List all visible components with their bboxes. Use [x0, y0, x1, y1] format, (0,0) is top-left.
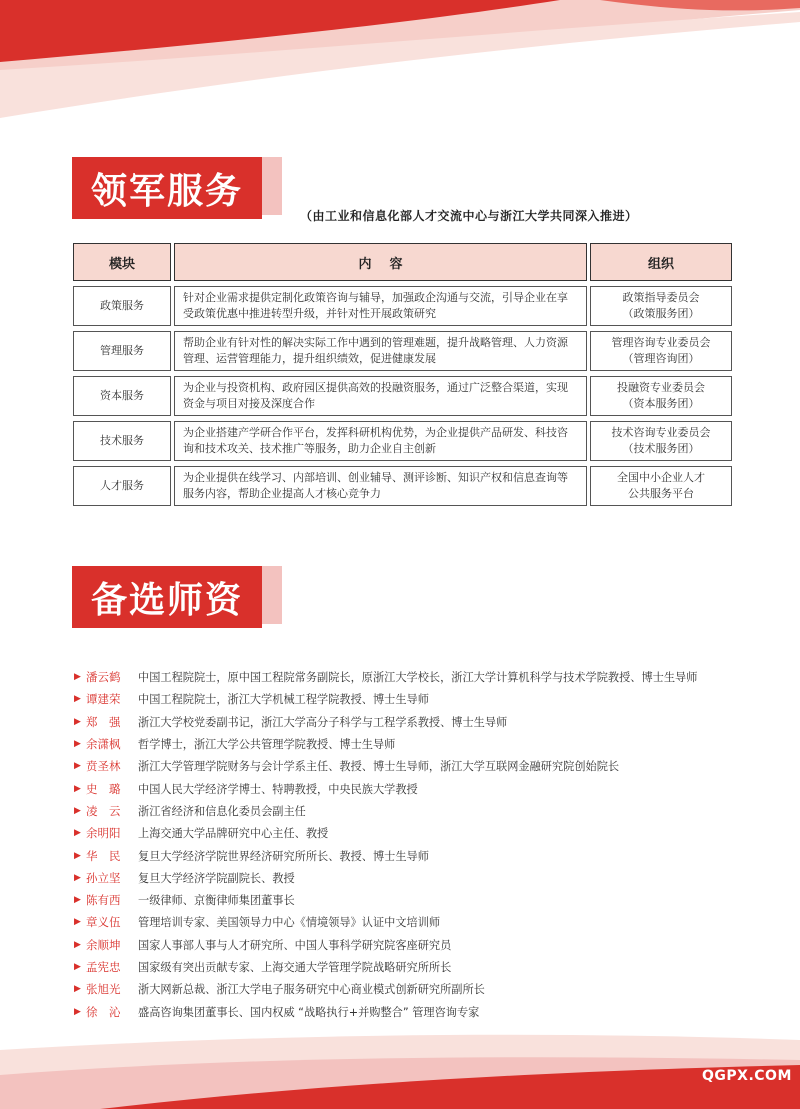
row-module: 资本服务: [73, 376, 171, 416]
faculty-description: 管理培训专家、美国领导力中心《情境领导》认证中文培训师: [138, 916, 441, 930]
arrow-icon: ▶: [74, 761, 81, 772]
section-banner-leading-services: [72, 157, 282, 219]
faculty-description: 中国工程院院士，原中国工程院常务副院长，原浙江大学校长，浙江大学计算机科学与技术学院教授、博士生导师: [138, 671, 698, 685]
faculty-item: [74, 867, 774, 889]
section-title: 备选师资: [72, 566, 262, 628]
arrow-icon: ▶: [74, 716, 81, 727]
faculty-item: [74, 777, 774, 799]
faculty-item: [74, 934, 774, 956]
faculty-item: [74, 911, 774, 933]
faculty-name: 孟宪忠: [86, 960, 121, 974]
row-content: 针对企业需求提供定制化政策咨询与辅导，加强政企沟通与交流，引导企业在享受政策优惠中推进转型升级，并针对性开展政策研究: [174, 286, 587, 326]
row-org: 政策指导委员会 （政策服务团）: [590, 286, 732, 326]
row-module: 技术服务: [73, 421, 171, 461]
faculty-description: 复旦大学经济学院世界经济研究所所长、教授、博士生导师: [138, 849, 429, 863]
faculty-description: 中国人民大学经济学博士、特聘教授，中央民族大学教授: [138, 782, 418, 796]
faculty-name: 潘云鹤: [86, 670, 121, 685]
arrow-icon: ▶: [74, 672, 81, 683]
arrow-icon: ▶: [74, 1006, 81, 1017]
faculty-name: 徐 沁: [86, 1004, 121, 1019]
row-org: 全国中小企业人才 公共服务平台: [590, 466, 732, 506]
top-decoration: [0, 0, 800, 130]
section-subtitle: （由工业和信息化部人才交流中心与浙江大学共同深入推进）: [300, 209, 638, 223]
faculty-name: 余顺坤: [86, 937, 121, 952]
faculty-description: 国家人事部人事与人才研究所、中国人事科学研究院客座研究员: [138, 938, 452, 952]
faculty-description: 浙大网新总裁、浙江大学电子服务研究中心商业模式创新研究所副所长: [138, 983, 485, 997]
faculty-item: [74, 666, 774, 688]
faculty-item: [74, 956, 774, 978]
faculty-description: 上海交通大学品牌研究中心主任、教授: [138, 827, 329, 841]
header-org: 组织: [590, 243, 732, 281]
faculty-item: [74, 844, 774, 866]
arrow-icon: ▶: [74, 984, 81, 995]
faculty-name: 余潇枫: [86, 737, 121, 752]
table-header-row: [73, 243, 732, 281]
row-content: 帮助企业有针对性的解决实际工作中遇到的管理难题，提升战略管理、人力资源管理、运营管理能力，提升组织绩效，促进健康发展: [174, 331, 587, 371]
arrow-icon: ▶: [74, 962, 81, 972]
header-module: 模块: [73, 243, 171, 281]
site-watermark: QGPX.COM: [702, 1068, 792, 1084]
row-content: 为企业提供在线学习、内部培训、创业辅导、测评诊断、知识产权和信息查询等服务内容，帮助企业提高人才核心竞争力: [174, 466, 587, 506]
table-row: [73, 286, 732, 326]
faculty-description: 浙江大学校党委副书记，浙江大学高分子科学与工程学系教授、博士生导师: [138, 715, 508, 729]
faculty-name: 凌 云: [86, 803, 121, 818]
faculty-name: 陈有西: [86, 893, 121, 908]
row-module: 政策服务: [73, 286, 171, 326]
row-content: 为企业与投资机构、政府园区提供高效的投融资服务，通过广泛整合渠道，实现资金与项目对接及深度合作: [174, 376, 587, 416]
faculty-name: 张旭光: [86, 982, 121, 997]
faculty-name: 孙立坚: [86, 870, 121, 885]
row-org: 技术咨询专业委员会 （技术服务团）: [590, 421, 732, 461]
arrow-icon: ▶: [74, 895, 81, 906]
faculty-description: 中国工程院院士，浙江大学机械工程学院教授、博士生导师: [138, 693, 429, 707]
faculty-name: 谭建荣: [86, 692, 121, 707]
faculty-description: 盛高咨询集团董事长、国内权威 “战略执行+并购整合” 管理咨询专家: [138, 1005, 480, 1019]
banner-accent: [260, 566, 282, 624]
row-module: 人才服务: [73, 466, 171, 506]
faculty-description: 哲学博士，浙江大学公共管理学院教授、博士生导师: [138, 738, 396, 752]
table-row: [73, 376, 732, 416]
faculty-item: [74, 711, 774, 733]
faculty-name: 郑 强: [86, 714, 121, 729]
arrow-icon: ▶: [74, 694, 81, 705]
faculty-name: 章义伍: [86, 915, 121, 930]
arrow-icon: ▶: [74, 783, 81, 794]
banner-accent: [260, 157, 282, 215]
faculty-list: [74, 666, 774, 1023]
arrow-icon: ▶: [74, 828, 81, 839]
faculty-item: [74, 978, 774, 1000]
services-table: [70, 238, 735, 511]
row-org: 投融资专业委员会 （资本服务团）: [590, 376, 732, 416]
bottom-decoration: [0, 1010, 800, 1109]
faculty-item: [74, 800, 774, 822]
arrow-icon: ▶: [74, 739, 81, 750]
arrow-icon: ▶: [74, 850, 81, 861]
faculty-name: 华 民: [86, 848, 121, 863]
faculty-item: [74, 733, 774, 755]
table-row: [73, 331, 732, 371]
faculty-name: 贲圣林: [86, 759, 121, 774]
section-banner-faculty: [72, 566, 282, 628]
header-content: 内 容: [174, 243, 587, 281]
arrow-icon: ▶: [74, 805, 81, 816]
faculty-item: [74, 688, 774, 710]
faculty-description: 浙江省经济和信息化委员会副主任: [138, 804, 306, 818]
row-org: 管理咨询专业委员会 （管理咨询团）: [590, 331, 732, 371]
faculty-description: 国家级有突出贡献专家、上海交通大学管理学院战略研究所所长: [138, 961, 452, 974]
table-row: [73, 466, 732, 506]
faculty-item: [74, 822, 774, 844]
arrow-icon: ▶: [74, 872, 81, 883]
faculty-description: 一级律师、京衡律师集团董事长: [138, 894, 295, 908]
faculty-name: 史 璐: [86, 781, 121, 796]
faculty-name: 余明阳: [86, 826, 121, 841]
faculty-description: 浙江大学管理学院财务与会计学系主任、教授、博士生导师，浙江大学互联网金融研究院创始院长: [138, 760, 620, 774]
table-row: [73, 421, 732, 461]
section-title: 领军服务: [72, 157, 262, 219]
faculty-item: [74, 889, 774, 911]
arrow-icon: ▶: [74, 939, 81, 950]
arrow-icon: ▶: [74, 917, 81, 928]
row-content: 为企业搭建产学研合作平台，发挥科研机构优势，为企业提供产品研发、科技咨询和技术攻关、技术推广等服务，助力企业自主创新: [174, 421, 587, 461]
row-module: 管理服务: [73, 331, 171, 371]
faculty-item: [74, 755, 774, 777]
faculty-description: 复旦大学经济学院副院长、教授: [138, 871, 295, 885]
